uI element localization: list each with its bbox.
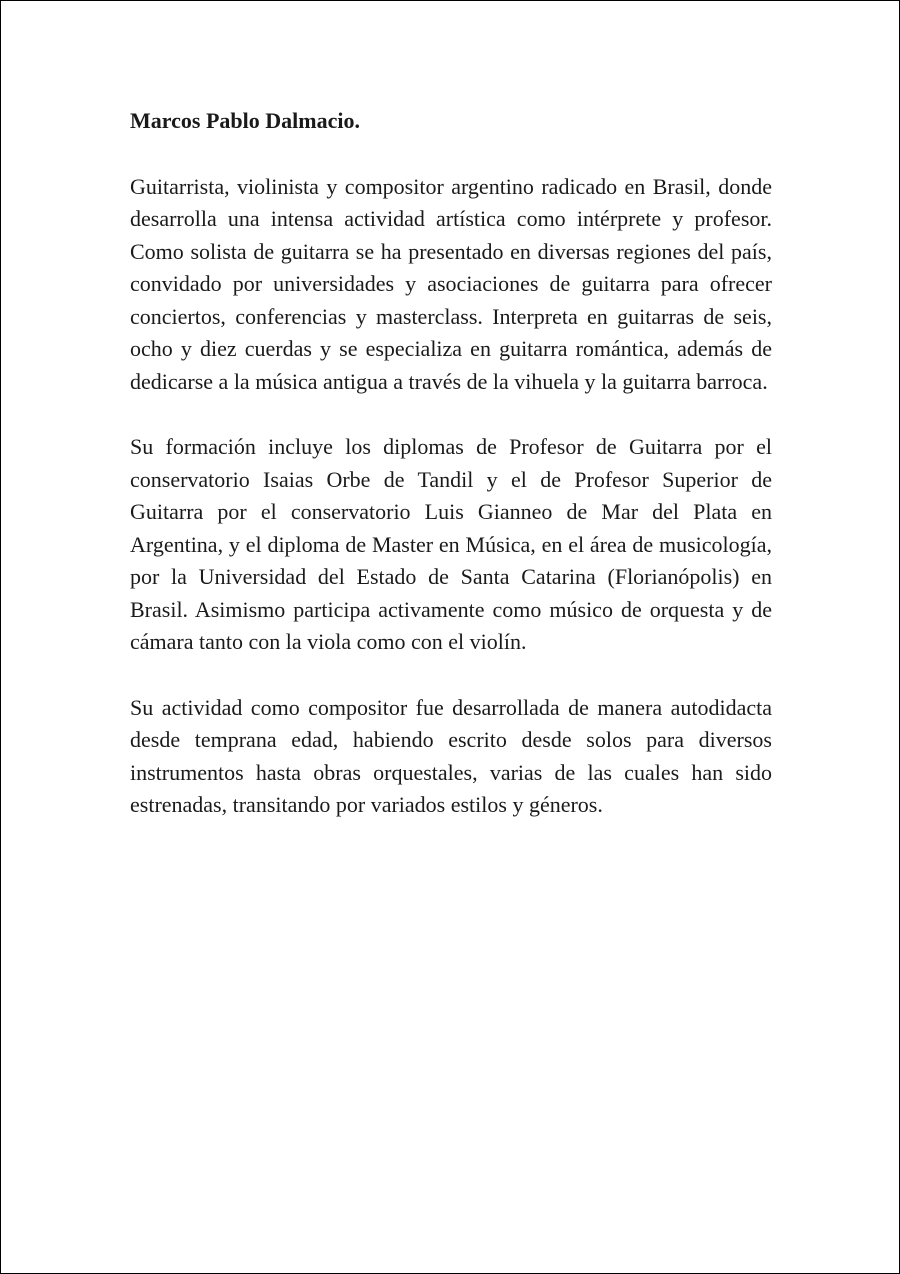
paragraph-education: Su formación incluye los diplomas de Profesor de Guitarra por el conservatorio Isaias Orbe de Tandil y el de Profesor Superior de Guitarra por el conservatorio Luis Gianneo de Mar del Plata en Argentina, y el diploma de Master en Música, en el área de musicología, por la Universidad del Estado de Santa Catarina (Florianópolis) en Brasil. Asimismo participa activamente como músico de orquesta y de cámara tanto con la viola como con el violín. xyxy=(130,434,772,654)
document-body xyxy=(130,105,772,855)
document-heading: Marcos Pablo Dalmacio. xyxy=(130,108,360,133)
paragraph-biography: Guitarrista, violinista y compositor argentino radicado en Brasil, donde desarrolla una intensa actividad artística como intérprete y profesor. Como solista de guitarra se ha presentado en diversas regiones del país, convidado por universidades y asociaciones de guitarra para ofrecer conciertos, conferencias y masterclass. Interpreta en guitarras de seis, ocho y diez cuerdas y se especializa en guitarra romántica, además de dedicarse a la música antigua a través de la vihuela y la guitarra barroca. xyxy=(130,173,772,394)
paragraph-composition: Su actividad como compositor fue desarrollada de manera autodidacta desde temprana edad, habiendo escrito desde solos para diversos instrumentos hasta obras orquestales, varias de las cuales han sido estrenadas, transitando por variados estilos y géneros. xyxy=(130,694,772,817)
